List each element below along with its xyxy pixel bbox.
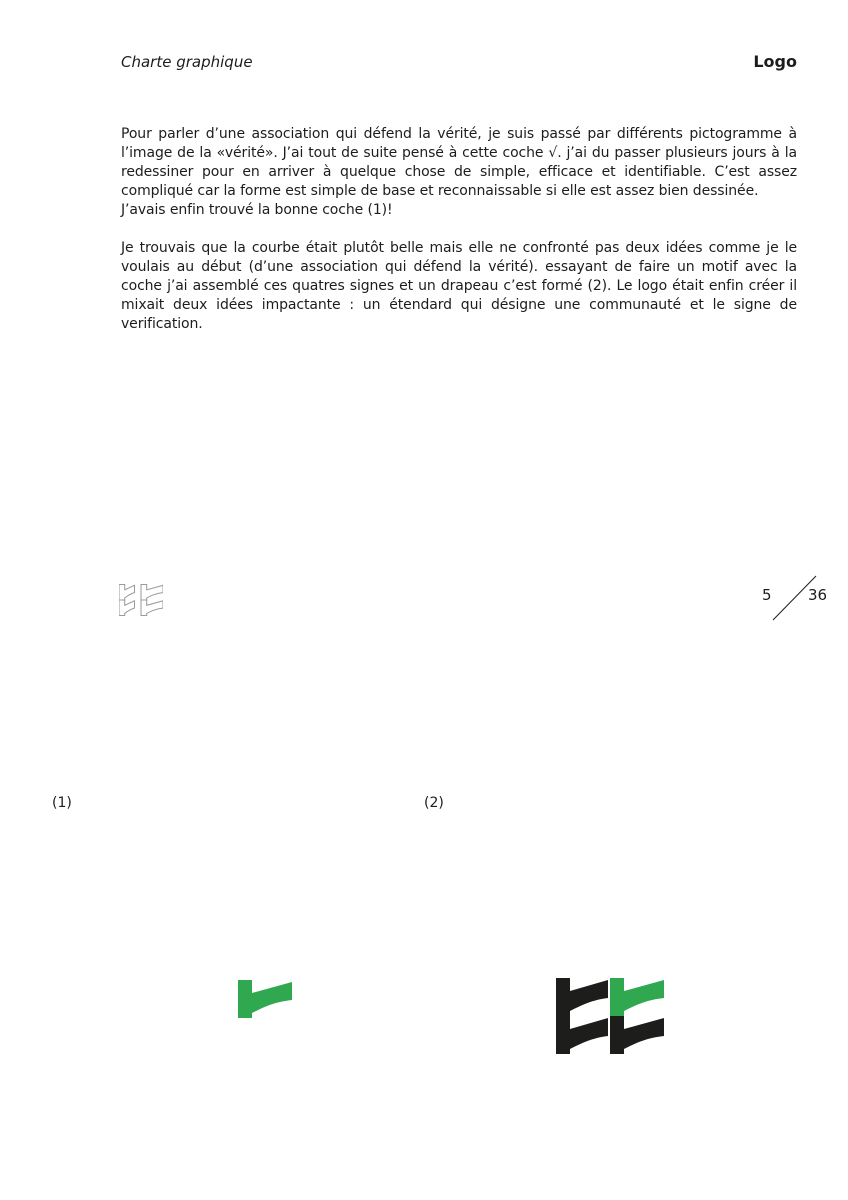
logo-outline-icon: [119, 584, 163, 616]
page-number-current: 5: [762, 586, 772, 604]
paragraph-1-conclusion: J’avais enfin trouvé la bonne coche (1)!: [121, 202, 393, 218]
page-number-total: 36: [808, 586, 828, 604]
check-mark-icon: [238, 980, 294, 1018]
document-title: Charte graphique: [121, 53, 253, 71]
body-text: [121, 125, 797, 334]
section-title: Logo: [753, 52, 797, 71]
paragraph-2: Je trouvais que la courbe était plutôt belle mais elle ne confronté pas deux idées comme je le voulais au début (d’une association qui défend la vérité). essayant de faire un motif avec la coche j’ai assemblé ces quatres signes et un drapeau c’est formé (2). Le logo était enfin créer il mixait deux idées impactante : un étendard qui désigne une communauté et le signe de verification.: [121, 240, 797, 332]
figure-1-label: (1): [52, 795, 72, 811]
figure-2-label: (2): [424, 795, 444, 811]
flag-logo-icon: [556, 978, 664, 1054]
paragraph-1: Pour parler d’une association qui défend la vérité, je suis passé par différents pictogramme à l’image de la «vérité». J’ai tout de suite pensé à cette coche √. j’ai du passer plusieurs jours à la redessiner pour en arriver à quelque chose de simple, efficace et identifiable. C’est assez compliqué car la forme est simple de base et reconnaissable si elle est assez bien dessinée.: [121, 126, 797, 199]
